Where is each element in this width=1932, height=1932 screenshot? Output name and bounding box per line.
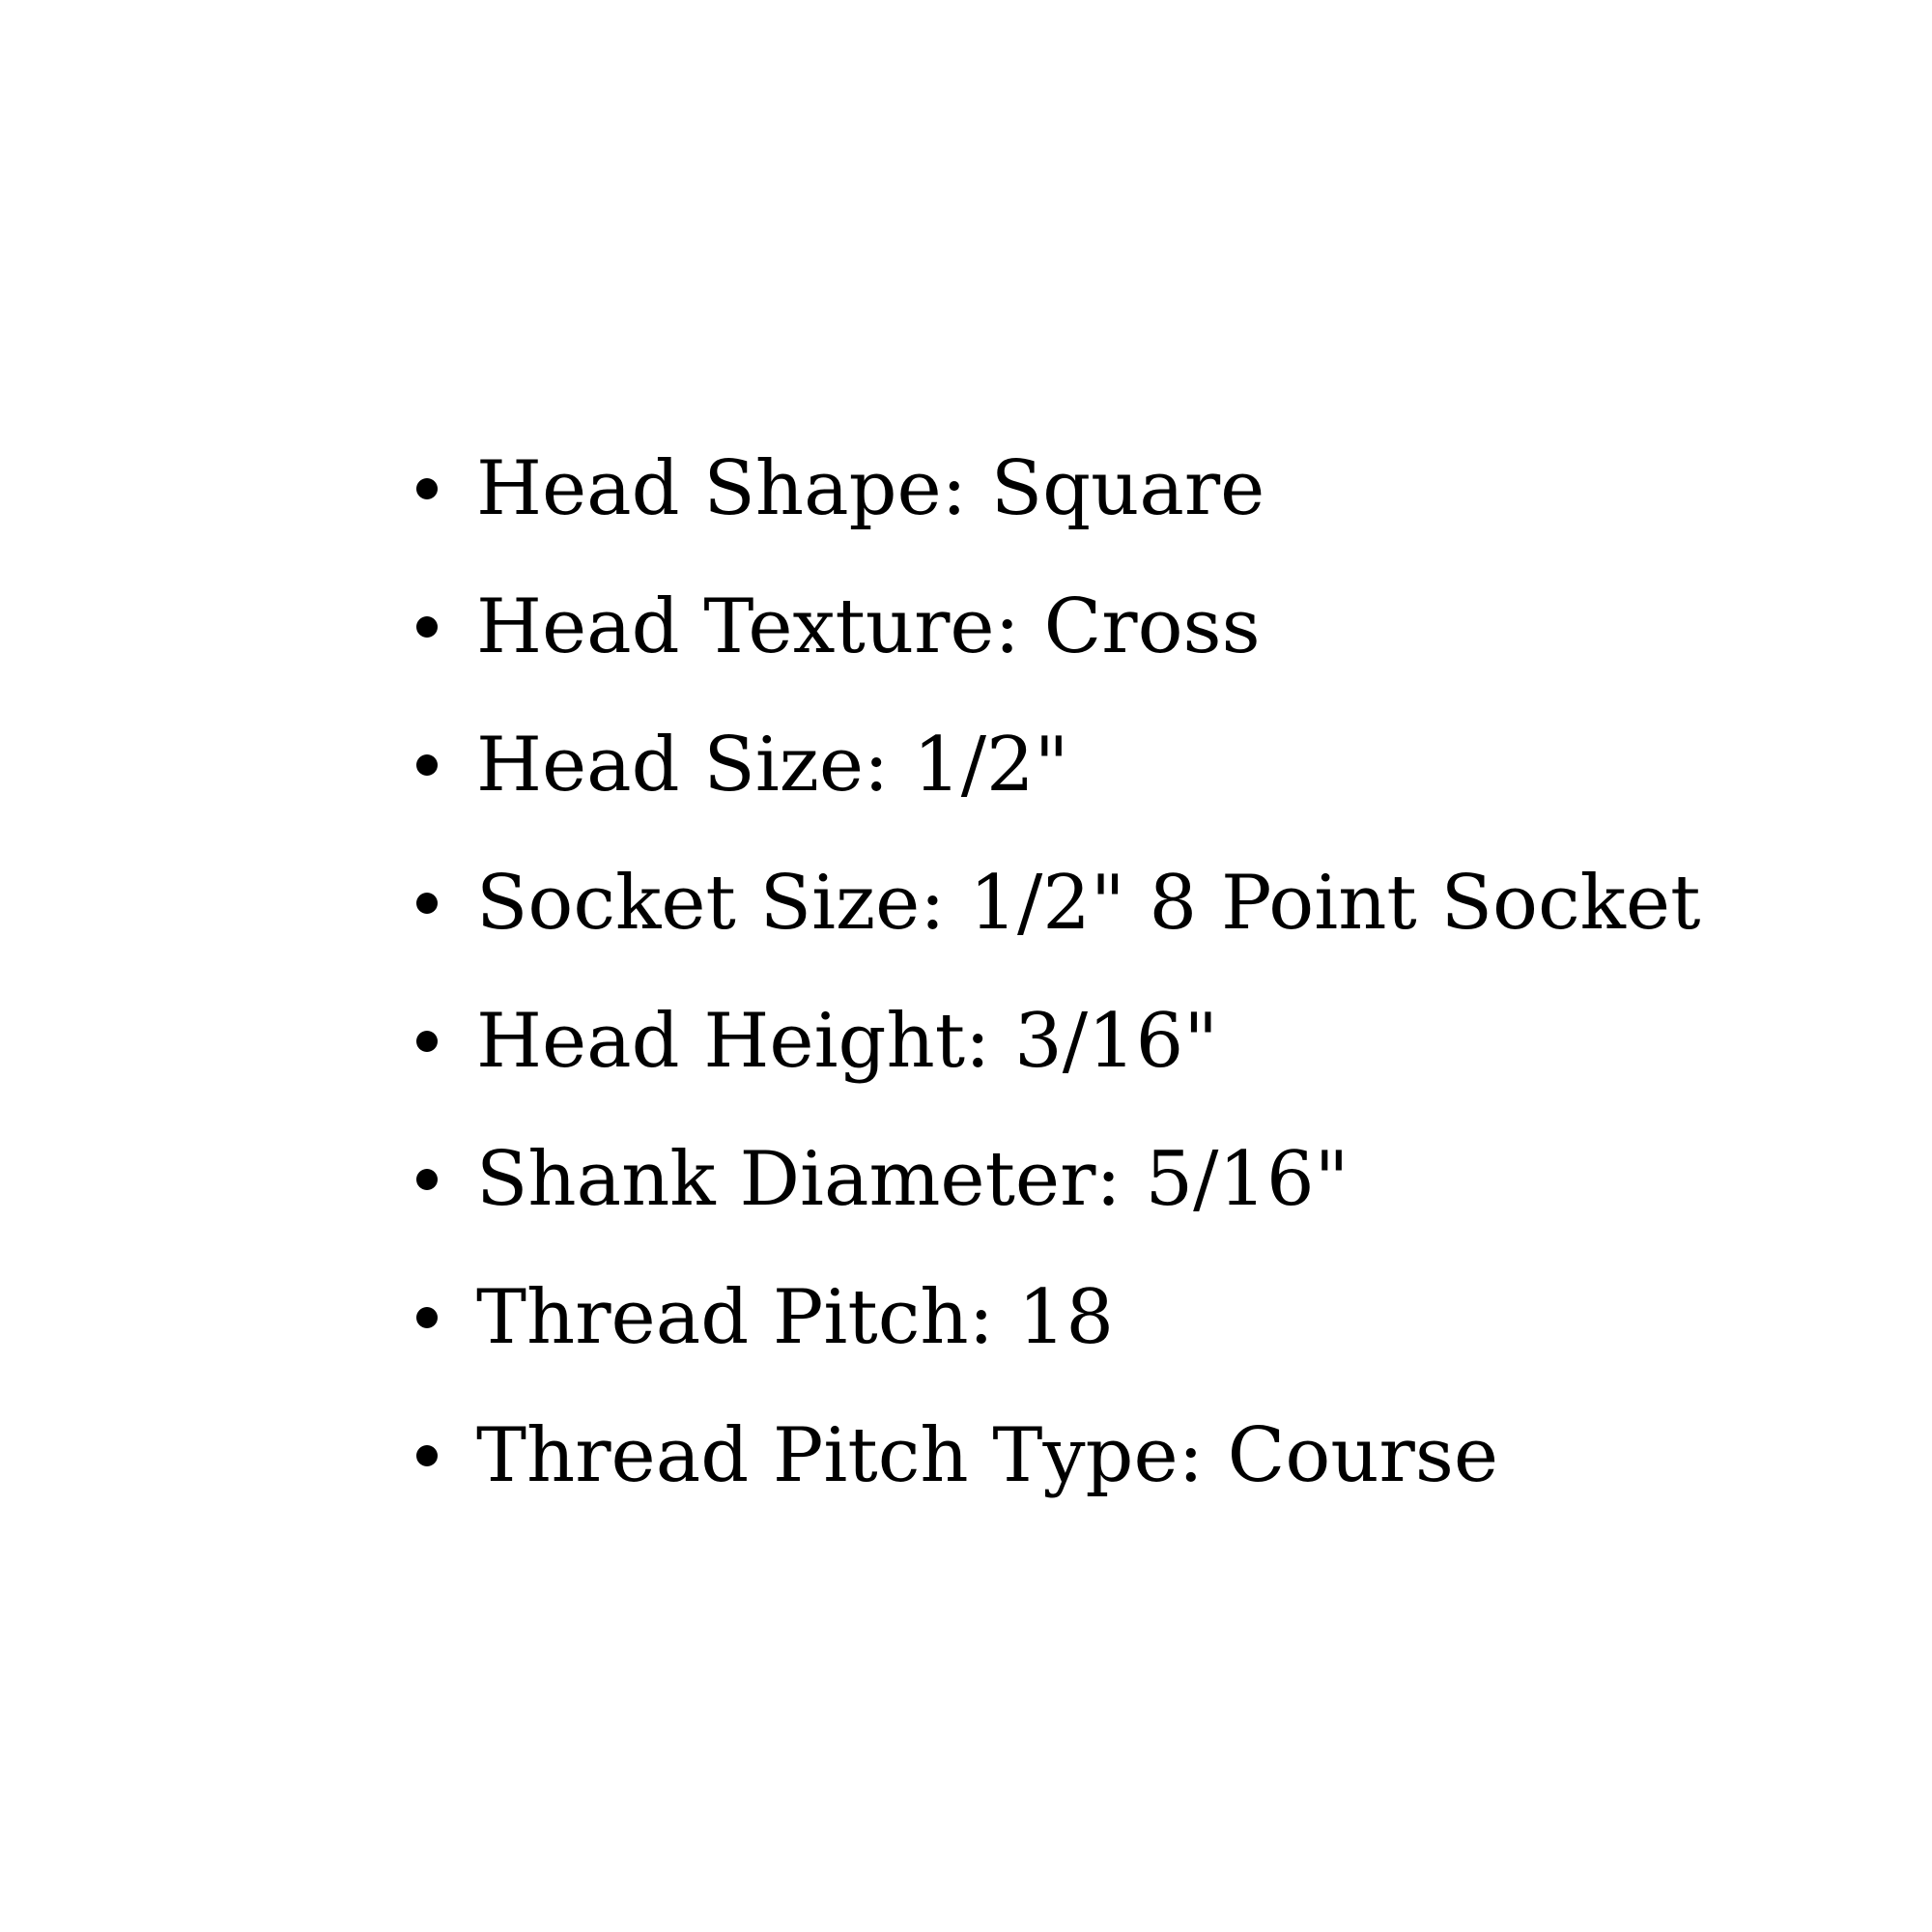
spec-item-thread-pitch: [406, 1249, 1700, 1387]
bullet-icon: [416, 1169, 438, 1190]
spec-text: Head Texture: Cross: [476, 583, 1261, 670]
bullet-icon: [416, 478, 438, 499]
spec-list: [406, 420, 1700, 1525]
spec-text: Head Shape: Square: [476, 445, 1265, 532]
spec-item-thread-pitch-type: [406, 1387, 1700, 1525]
bullet-icon: [416, 1307, 438, 1328]
spec-item-head-shape: [406, 420, 1700, 558]
spec-item-head-size: [406, 696, 1700, 835]
bullet-icon: [416, 616, 438, 638]
spec-item-head-texture: [406, 558, 1700, 696]
bullet-icon: [416, 754, 438, 776]
spec-text: Thread Pitch Type: Course: [476, 1412, 1499, 1499]
spec-text: Shank Diameter: 5/16": [476, 1136, 1350, 1223]
spec-item-socket-size: [406, 835, 1700, 973]
spec-text: Head Size: 1/2": [476, 722, 1069, 809]
bullet-icon: [416, 1031, 438, 1052]
spec-text: Thread Pitch: 18: [476, 1274, 1114, 1361]
spec-item-shank-diameter: [406, 1111, 1700, 1249]
spec-text: Head Height: 3/16": [476, 998, 1219, 1085]
bullet-icon: [416, 1445, 438, 1466]
spec-text: Socket Size: 1/2" 8 Point Socket: [476, 860, 1701, 947]
spec-item-head-height: [406, 973, 1700, 1111]
bullet-icon: [416, 893, 438, 914]
